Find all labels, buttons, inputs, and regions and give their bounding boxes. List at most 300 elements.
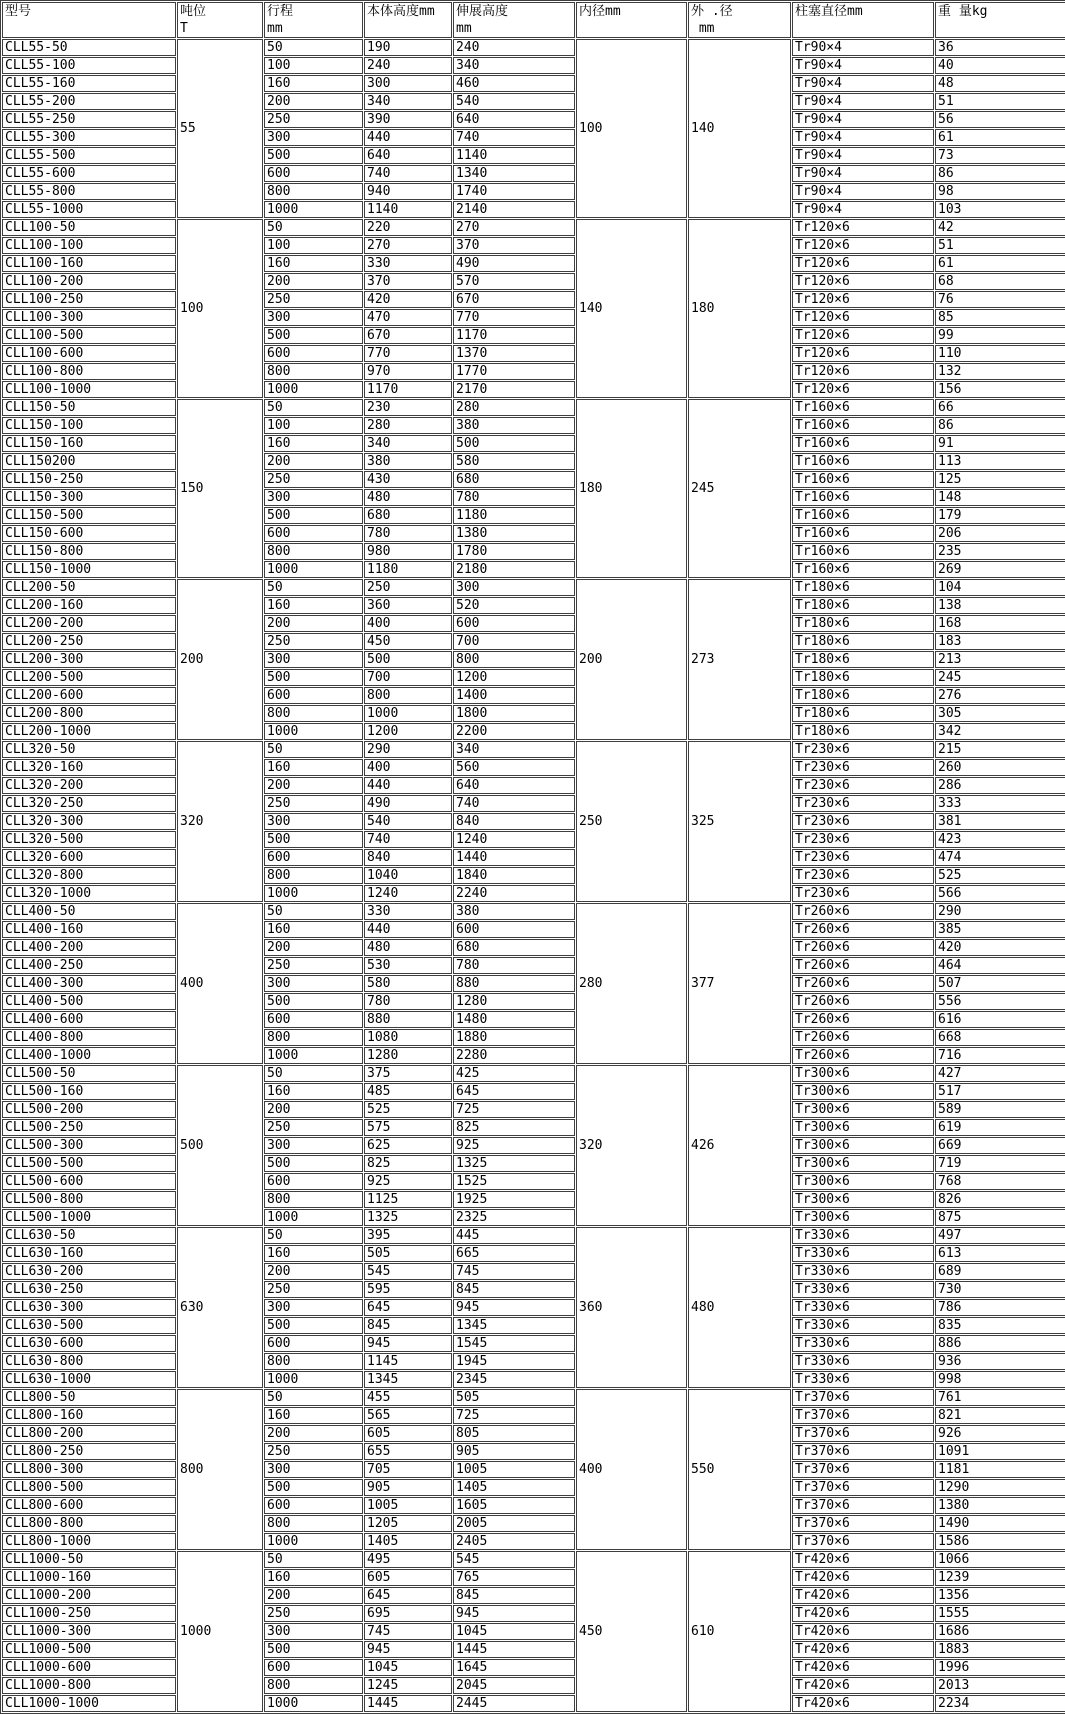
table-row [2, 1191, 1065, 1208]
cell-extended-height: 825 [453, 1119, 575, 1136]
cell-model: CLL55-1000 [2, 201, 176, 218]
cell-body-height: 480 [364, 939, 452, 956]
cell-extended-height: 2445 [453, 1695, 575, 1712]
cell-stroke: 250 [264, 291, 363, 308]
cell-model: CLL150-1000 [2, 561, 176, 578]
cell-stroke: 100 [264, 237, 363, 254]
cell-extended-height: 640 [453, 777, 575, 794]
cell-stroke: 300 [264, 1137, 363, 1154]
cell-stroke: 160 [264, 1407, 363, 1424]
cell-inner-diameter: 140 [576, 219, 687, 398]
cell-model: CLL200-50 [2, 579, 176, 596]
cell-stroke: 300 [264, 1299, 363, 1316]
cell-model: CLL500-250 [2, 1119, 176, 1136]
cell-plunger-diameter: Tr90×4 [792, 165, 934, 182]
cell-extended-height: 340 [453, 57, 575, 74]
cell-model: CLL55-500 [2, 147, 176, 164]
cell-plunger-diameter: Tr300×6 [792, 1173, 934, 1190]
cell-weight: 42 [935, 219, 1065, 236]
table-row [2, 273, 1065, 290]
cell-stroke: 160 [264, 255, 363, 272]
cell-plunger-diameter: Tr370×6 [792, 1425, 934, 1442]
cell-body-height: 1405 [364, 1533, 452, 1550]
cell-body-height: 700 [364, 669, 452, 686]
cell-model: CLL630-50 [2, 1227, 176, 1244]
cell-weight: 156 [935, 381, 1065, 398]
cell-weight: 148 [935, 489, 1065, 506]
cell-stroke: 160 [264, 921, 363, 938]
table-row [2, 363, 1065, 380]
cell-body-height: 525 [364, 1101, 452, 1118]
cell-model: CLL630-800 [2, 1353, 176, 1370]
cell-model: CLL400-1000 [2, 1047, 176, 1064]
cell-stroke: 100 [264, 57, 363, 74]
table-row [2, 687, 1065, 704]
cell-plunger-diameter: Tr420×6 [792, 1551, 934, 1568]
cell-model: CLL100-100 [2, 237, 176, 254]
cell-stroke: 250 [264, 957, 363, 974]
cell-extended-height: 2045 [453, 1677, 575, 1694]
header-model [2, 2, 176, 38]
cell-stroke: 250 [264, 1119, 363, 1136]
cell-stroke: 250 [264, 1605, 363, 1622]
cell-stroke: 500 [264, 327, 363, 344]
cell-plunger-diameter: Tr370×6 [792, 1497, 934, 1514]
cell-body-height: 1045 [364, 1659, 452, 1676]
cell-plunger-diameter: Tr330×6 [792, 1335, 934, 1352]
cell-model: CLL200-300 [2, 651, 176, 668]
table-row [2, 795, 1065, 812]
cell-body-height: 845 [364, 1317, 452, 1334]
cell-body-height: 945 [364, 1335, 452, 1352]
cell-plunger-diameter: Tr160×6 [792, 489, 934, 506]
cell-body-height: 1200 [364, 723, 452, 740]
cell-stroke: 200 [264, 453, 363, 470]
cell-tonnage: 200 [177, 579, 263, 740]
cell-plunger-diameter: Tr330×6 [792, 1353, 934, 1370]
spec-table-body [2, 39, 1065, 1712]
cell-plunger-diameter: Tr330×6 [792, 1317, 934, 1334]
cell-stroke: 1000 [264, 201, 363, 218]
cell-model: CLL500-1000 [2, 1209, 176, 1226]
cell-weight: 179 [935, 507, 1065, 524]
cell-body-height: 340 [364, 435, 452, 452]
table-row [2, 381, 1065, 398]
cell-body-height: 280 [364, 417, 452, 434]
cell-model: CLL150200 [2, 453, 176, 470]
table-row [2, 669, 1065, 686]
cell-stroke: 1000 [264, 1533, 363, 1550]
cell-body-height: 220 [364, 219, 452, 236]
table-row [2, 1371, 1065, 1388]
cell-extended-height: 380 [453, 417, 575, 434]
cell-body-height: 400 [364, 615, 452, 632]
header-tonnage-line1: 吨位 [180, 4, 207, 19]
cell-extended-height: 570 [453, 273, 575, 290]
table-row [2, 327, 1065, 344]
cell-outer-diameter: 550 [688, 1389, 791, 1550]
cell-stroke: 300 [264, 309, 363, 326]
cell-weight: 206 [935, 525, 1065, 542]
cell-extended-height: 490 [453, 255, 575, 272]
cell-body-height: 1205 [364, 1515, 452, 1532]
cell-weight: 61 [935, 129, 1065, 146]
cell-model: CLL400-50 [2, 903, 176, 920]
cell-model: CLL200-800 [2, 705, 176, 722]
cell-extended-height: 240 [453, 39, 575, 56]
cell-extended-height: 725 [453, 1101, 575, 1118]
cell-model: CLL400-160 [2, 921, 176, 938]
cell-stroke: 800 [264, 1515, 363, 1532]
cell-plunger-diameter: Tr120×6 [792, 363, 934, 380]
cell-weight: 286 [935, 777, 1065, 794]
cell-weight: 517 [935, 1083, 1065, 1100]
cell-model: CLL55-250 [2, 111, 176, 128]
cell-body-height: 970 [364, 363, 452, 380]
cell-extended-height: 1180 [453, 507, 575, 524]
cell-extended-height: 1525 [453, 1173, 575, 1190]
cell-stroke: 250 [264, 111, 363, 128]
cell-extended-height: 1880 [453, 1029, 575, 1046]
cell-extended-height: 725 [453, 1407, 575, 1424]
table-row [2, 219, 1065, 236]
cell-model: CLL500-300 [2, 1137, 176, 1154]
cell-model: CLL150-300 [2, 489, 176, 506]
cell-weight: 51 [935, 93, 1065, 110]
cell-plunger-diameter: Tr160×6 [792, 399, 934, 416]
cell-inner-diameter: 280 [576, 903, 687, 1064]
cell-extended-height: 1325 [453, 1155, 575, 1172]
cell-extended-height: 1280 [453, 993, 575, 1010]
cell-plunger-diameter: Tr160×6 [792, 507, 934, 524]
cell-body-height: 430 [364, 471, 452, 488]
cell-extended-height: 600 [453, 615, 575, 632]
cell-stroke: 600 [264, 1011, 363, 1028]
cell-body-height: 360 [364, 597, 452, 614]
table-row [2, 1605, 1065, 1622]
cell-plunger-diameter: Tr120×6 [792, 255, 934, 272]
cell-extended-height: 445 [453, 1227, 575, 1244]
cell-extended-height: 670 [453, 291, 575, 308]
cell-stroke: 300 [264, 651, 363, 668]
cell-body-height: 380 [364, 453, 452, 470]
table-row [2, 111, 1065, 128]
cell-body-height: 640 [364, 147, 452, 164]
cell-model: CLL1000-500 [2, 1641, 176, 1658]
cell-inner-diameter: 450 [576, 1551, 687, 1712]
cell-extended-height: 1840 [453, 867, 575, 884]
table-row [2, 1443, 1065, 1460]
cell-body-height: 485 [364, 1083, 452, 1100]
cell-weight: 381 [935, 813, 1065, 830]
cell-model: CLL150-600 [2, 525, 176, 542]
cell-weight: 1290 [935, 1479, 1065, 1496]
cell-body-height: 705 [364, 1461, 452, 1478]
cell-tonnage: 150 [177, 399, 263, 578]
cell-plunger-diameter: Tr230×6 [792, 741, 934, 758]
cell-plunger-diameter: Tr180×6 [792, 723, 934, 740]
cell-model: CLL55-300 [2, 129, 176, 146]
cell-stroke: 250 [264, 795, 363, 812]
cell-model: CLL630-160 [2, 1245, 176, 1262]
cell-model: CLL320-160 [2, 759, 176, 776]
cell-extended-height: 945 [453, 1605, 575, 1622]
cell-weight: 464 [935, 957, 1065, 974]
table-row [2, 1569, 1065, 1586]
cell-model: CLL200-1000 [2, 723, 176, 740]
cell-extended-height: 1380 [453, 525, 575, 542]
cell-model: CLL800-50 [2, 1389, 176, 1406]
header-tonnage [177, 2, 263, 38]
header-stroke [264, 2, 363, 38]
header-row [2, 2, 1065, 38]
cell-stroke: 300 [264, 1623, 363, 1640]
table-row [2, 1353, 1065, 1370]
cell-plunger-diameter: Tr120×6 [792, 237, 934, 254]
cell-extended-height: 640 [453, 111, 575, 128]
cell-plunger-diameter: Tr90×4 [792, 93, 934, 110]
cell-weight: 613 [935, 1245, 1065, 1262]
cell-weight: 1066 [935, 1551, 1065, 1568]
table-row [2, 885, 1065, 902]
cell-tonnage: 400 [177, 903, 263, 1064]
cell-body-height: 940 [364, 183, 452, 200]
cell-weight: 1356 [935, 1587, 1065, 1604]
header-stroke-line1: 行程 [267, 4, 294, 19]
table-row [2, 615, 1065, 632]
cell-body-height: 780 [364, 993, 452, 1010]
cell-outer-diameter: 480 [688, 1227, 791, 1388]
cell-plunger-diameter: Tr230×6 [792, 813, 934, 830]
cell-stroke: 1000 [264, 561, 363, 578]
cell-stroke: 600 [264, 1659, 363, 1676]
cell-weight: 1555 [935, 1605, 1065, 1622]
cell-body-height: 330 [364, 903, 452, 920]
cell-plunger-diameter: Tr370×6 [792, 1461, 934, 1478]
cell-extended-height: 1345 [453, 1317, 575, 1334]
cell-stroke: 600 [264, 345, 363, 362]
cell-body-height: 250 [364, 579, 452, 596]
cell-weight: 875 [935, 1209, 1065, 1226]
cell-model: CLL100-800 [2, 363, 176, 380]
cell-body-height: 605 [364, 1425, 452, 1442]
cell-weight: 1181 [935, 1461, 1065, 1478]
cell-plunger-diameter: Tr120×6 [792, 381, 934, 398]
table-row [2, 777, 1065, 794]
cell-body-height: 745 [364, 1623, 452, 1640]
cell-body-height: 1245 [364, 1677, 452, 1694]
cell-body-height: 440 [364, 777, 452, 794]
cell-extended-height: 1170 [453, 327, 575, 344]
cell-stroke: 160 [264, 75, 363, 92]
table-row [2, 1533, 1065, 1550]
table-row [2, 309, 1065, 326]
cell-body-height: 1180 [364, 561, 452, 578]
cell-body-height: 540 [364, 813, 452, 830]
table-row [2, 867, 1065, 884]
cell-outer-diameter: 273 [688, 579, 791, 740]
cell-body-height: 420 [364, 291, 452, 308]
table-row [2, 993, 1065, 1010]
cell-plunger-diameter: Tr260×6 [792, 921, 934, 938]
cell-plunger-diameter: Tr260×6 [792, 1047, 934, 1064]
cell-plunger-diameter: Tr230×6 [792, 831, 934, 848]
cell-weight: 86 [935, 165, 1065, 182]
cell-stroke: 500 [264, 1479, 363, 1496]
cell-inner-diameter: 200 [576, 579, 687, 740]
cell-weight: 821 [935, 1407, 1065, 1424]
table-header [2, 2, 1065, 38]
cell-model: CLL1000-800 [2, 1677, 176, 1694]
cell-body-height: 1325 [364, 1209, 452, 1226]
header-plunger-diameter [792, 2, 934, 38]
cell-model: CLL630-250 [2, 1281, 176, 1298]
cell-weight: 719 [935, 1155, 1065, 1172]
cell-model: CLL800-800 [2, 1515, 176, 1532]
cell-weight: 235 [935, 543, 1065, 560]
cell-stroke: 300 [264, 1461, 363, 1478]
table-row [2, 1029, 1065, 1046]
cell-model: CLL500-500 [2, 1155, 176, 1172]
cell-body-height: 395 [364, 1227, 452, 1244]
cell-plunger-diameter: Tr330×6 [792, 1227, 934, 1244]
cell-body-height: 925 [364, 1173, 452, 1190]
table-row [2, 651, 1065, 668]
table-row [2, 1137, 1065, 1154]
cell-stroke: 200 [264, 1425, 363, 1442]
cell-outer-diameter: 377 [688, 903, 791, 1064]
cell-plunger-diameter: Tr160×6 [792, 543, 934, 560]
table-row [2, 903, 1065, 920]
cell-stroke: 50 [264, 741, 363, 758]
cell-plunger-diameter: Tr420×6 [792, 1677, 934, 1694]
cell-stroke: 200 [264, 273, 363, 290]
cell-inner-diameter: 360 [576, 1227, 687, 1388]
cell-weight: 730 [935, 1281, 1065, 1298]
cell-extended-height: 2280 [453, 1047, 575, 1064]
header-plunger-diameter-line1: 柱塞直径mm [795, 4, 863, 19]
cell-model: CLL500-50 [2, 1065, 176, 1082]
cell-weight: 1380 [935, 1497, 1065, 1514]
cell-stroke: 500 [264, 831, 363, 848]
cell-stroke: 50 [264, 39, 363, 56]
cell-weight: 716 [935, 1047, 1065, 1064]
cell-body-height: 545 [364, 1263, 452, 1280]
cell-plunger-diameter: Tr420×6 [792, 1587, 934, 1604]
cell-stroke: 800 [264, 705, 363, 722]
table-row [2, 831, 1065, 848]
cell-model: CLL1000-300 [2, 1623, 176, 1640]
cell-inner-diameter: 250 [576, 741, 687, 902]
cell-plunger-diameter: Tr180×6 [792, 651, 934, 668]
cell-model: CLL150-500 [2, 507, 176, 524]
cell-plunger-diameter: Tr180×6 [792, 597, 934, 614]
cell-stroke: 500 [264, 507, 363, 524]
cell-body-height: 1125 [364, 1191, 452, 1208]
cell-extended-height: 680 [453, 939, 575, 956]
cell-model: CLL500-200 [2, 1101, 176, 1118]
table-row [2, 1407, 1065, 1424]
table-row [2, 525, 1065, 542]
cell-weight: 1686 [935, 1623, 1065, 1640]
cell-stroke: 500 [264, 1155, 363, 1172]
cell-plunger-diameter: Tr90×4 [792, 147, 934, 164]
cell-extended-height: 925 [453, 1137, 575, 1154]
cell-extended-height: 1340 [453, 165, 575, 182]
cell-body-height: 595 [364, 1281, 452, 1298]
cell-model: CLL800-200 [2, 1425, 176, 1442]
table-row [2, 1119, 1065, 1136]
cell-inner-diameter: 320 [576, 1065, 687, 1226]
cell-weight: 91 [935, 435, 1065, 452]
cell-plunger-diameter: Tr260×6 [792, 975, 934, 992]
cell-stroke: 800 [264, 1353, 363, 1370]
cell-weight: 566 [935, 885, 1065, 902]
cell-body-height: 490 [364, 795, 452, 812]
cell-model: CLL400-600 [2, 1011, 176, 1028]
cell-extended-height: 770 [453, 309, 575, 326]
cell-body-height: 740 [364, 165, 452, 182]
cell-weight: 835 [935, 1317, 1065, 1334]
table-row [2, 939, 1065, 956]
cell-stroke: 160 [264, 1245, 363, 1262]
cell-extended-height: 560 [453, 759, 575, 776]
cell-model: CLL800-250 [2, 1443, 176, 1460]
table-row [2, 1065, 1065, 1082]
cell-plunger-diameter: Tr180×6 [792, 579, 934, 596]
table-row [2, 1317, 1065, 1334]
cell-extended-height: 540 [453, 93, 575, 110]
cell-weight: 1996 [935, 1659, 1065, 1676]
cell-extended-height: 1200 [453, 669, 575, 686]
cell-extended-height: 520 [453, 597, 575, 614]
cell-stroke: 600 [264, 165, 363, 182]
cell-outer-diameter: 426 [688, 1065, 791, 1226]
cell-extended-height: 1045 [453, 1623, 575, 1640]
cell-model: CLL800-1000 [2, 1533, 176, 1550]
cell-extended-height: 460 [453, 75, 575, 92]
table-row [2, 183, 1065, 200]
cell-extended-height: 840 [453, 813, 575, 830]
cell-extended-height: 545 [453, 1551, 575, 1568]
cell-body-height: 800 [364, 687, 452, 704]
table-row [2, 1479, 1065, 1496]
cell-model: CLL800-600 [2, 1497, 176, 1514]
header-outer-diameter [688, 2, 791, 38]
cell-plunger-diameter: Tr120×6 [792, 327, 934, 344]
cell-model: CLL630-500 [2, 1317, 176, 1334]
cell-body-height: 825 [364, 1155, 452, 1172]
table-row [2, 39, 1065, 56]
cell-extended-height: 2170 [453, 381, 575, 398]
cell-body-height: 655 [364, 1443, 452, 1460]
cell-weight: 385 [935, 921, 1065, 938]
cell-stroke: 50 [264, 1227, 363, 1244]
cell-extended-height: 2405 [453, 1533, 575, 1550]
table-row [2, 1695, 1065, 1712]
cell-stroke: 1000 [264, 885, 363, 902]
cell-extended-height: 1370 [453, 345, 575, 362]
cell-plunger-diameter: Tr90×4 [792, 183, 934, 200]
cell-body-height: 605 [364, 1569, 452, 1586]
cell-stroke: 50 [264, 1389, 363, 1406]
header-tonnage-line2: T [180, 21, 188, 36]
cell-body-height: 340 [364, 93, 452, 110]
table-row [2, 561, 1065, 578]
cell-weight: 423 [935, 831, 1065, 848]
cell-body-height: 980 [364, 543, 452, 560]
cell-stroke: 1000 [264, 1371, 363, 1388]
